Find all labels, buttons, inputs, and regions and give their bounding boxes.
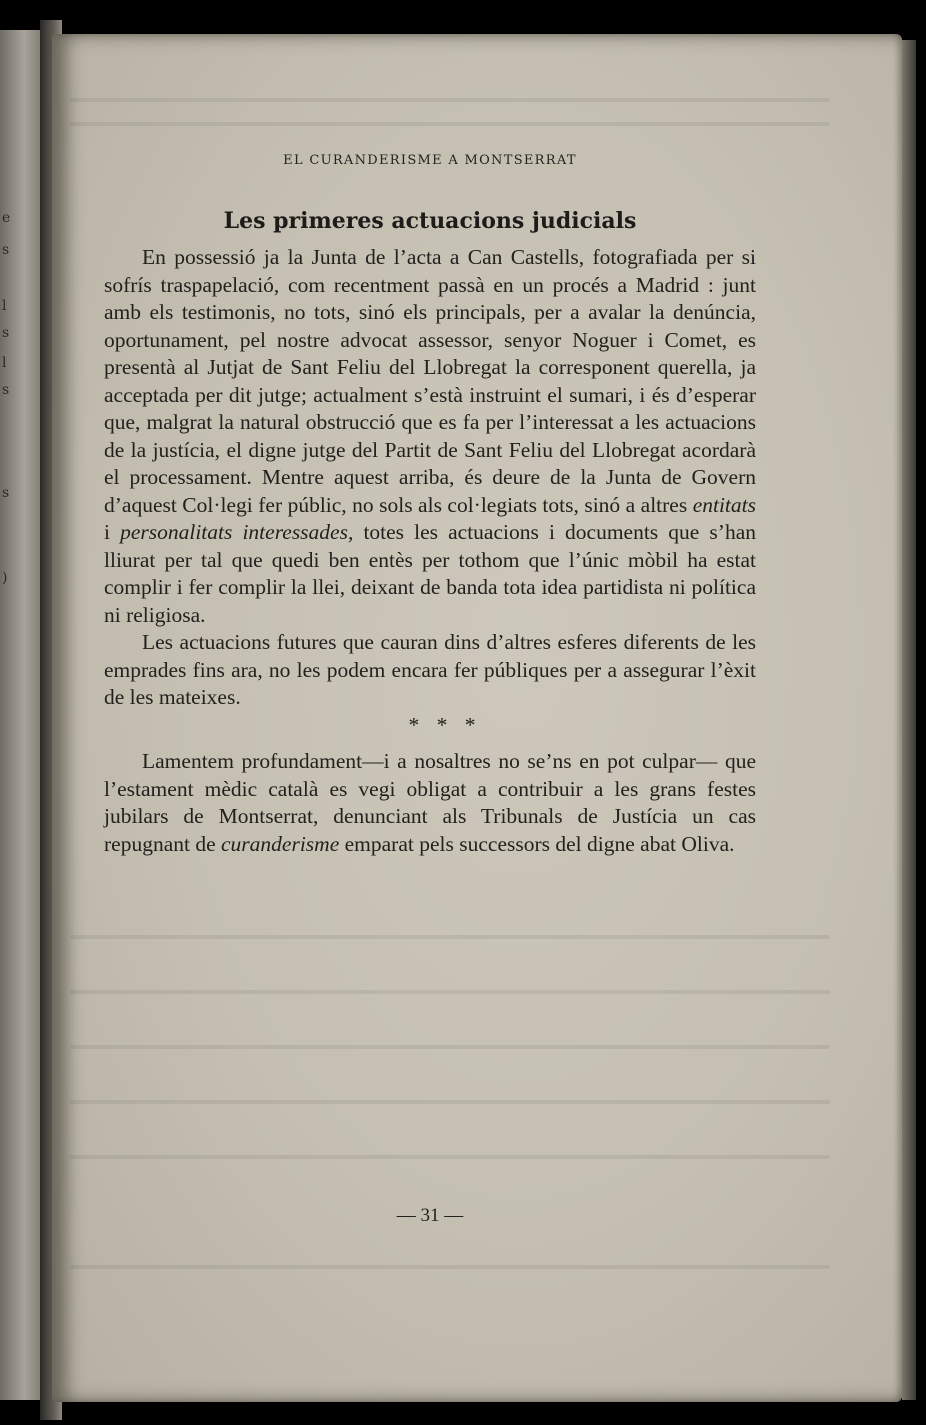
paragraph	[104, 244, 756, 629]
spacer	[104, 739, 756, 748]
text-run: Les actuacions futures que cauran dins d’altres esferes diferents de les emprades fins ara, no les podem encara fer públiques per a assegurar l’èxit de les mateixes.	[104, 630, 756, 709]
show-through-line	[70, 98, 830, 102]
text-run: totes les actuacions i documents que s’han lliurat per tal que quedi ben entès per tothom que l’únic mòbil ha estat complir i fer complir la llei, deixant de banda tota idea partidista ni política ni religiosa.	[104, 520, 756, 627]
show-through-line	[70, 1155, 830, 1159]
running-head: EL CURANDERISME A MONTSERRAT	[283, 153, 577, 168]
show-through-line	[70, 1265, 830, 1269]
italic-run: personalitats interessades,	[120, 520, 354, 544]
facing-page-glyph: e	[2, 210, 11, 226]
facing-page-glyph: l	[2, 355, 7, 371]
facing-page-edge	[0, 30, 44, 1400]
text-run: i	[104, 520, 121, 544]
body-text	[104, 244, 756, 858]
facing-page-glyph: s	[2, 242, 10, 258]
show-through-line	[70, 1100, 830, 1104]
facing-page-glyph: s	[2, 325, 10, 341]
section-separator: * * *	[408, 712, 482, 737]
facing-page-glyph: l	[2, 298, 7, 314]
text-run: En possessió ja la Junta de l’acta a Can Castells, fotografiada per si sofrís traspapelació, com recentment passà en un procés a Madrid : junt amb els testimonis, no tots, sinó els principals, per a avalar la denúncia, oportunament, pel nostre advocat assessor, senyor Noguer i Comet, es presentà al Jutjat de Sant Feliu del Llobregat la corresponent querella, ja acceptada per dit jutge; actualment s’està instruint el sumari, i és d’esperar que, malgrat la natural obstrucció que es fa per l’interessat a les actuacions de la justícia, el digne jutge del Partit de Sant Feliu del Llobregat acordarà el processament. Mentre aquest arriba, és deure de la Junta de Govern d’aquest Col·legi fer públic, no sols als col·legiats tots, sinó a altres	[104, 245, 756, 517]
text-run: Lamentem profundament—i a nosaltres no se’ns en pot culpar— que l’estament mèdic català es vegi obligat a contribuir a les grans festes jubilars de Montserrat, denunciant als Tribunals de Justícia un cas repugnant de	[104, 749, 756, 856]
section-heading: Les primeres actuacions judicials	[223, 208, 637, 234]
facing-page-glyph: )	[2, 570, 8, 586]
facing-page-glyph: s	[2, 382, 10, 398]
page-number: — 31 —	[396, 1205, 464, 1226]
paragraph	[104, 629, 756, 712]
show-through-line	[70, 990, 830, 994]
facing-page-glyph: s	[2, 485, 10, 501]
show-through-line	[70, 122, 830, 126]
show-through-line	[70, 935, 830, 939]
show-through-line	[70, 1045, 830, 1049]
italic-run: entitats	[692, 492, 756, 517]
page-right-edge	[902, 40, 916, 1400]
closing-paragraph	[104, 748, 756, 858]
text-run: emparat pels successors del digne abat Oliva.	[339, 831, 735, 856]
italic-run: curanderisme	[221, 831, 340, 856]
